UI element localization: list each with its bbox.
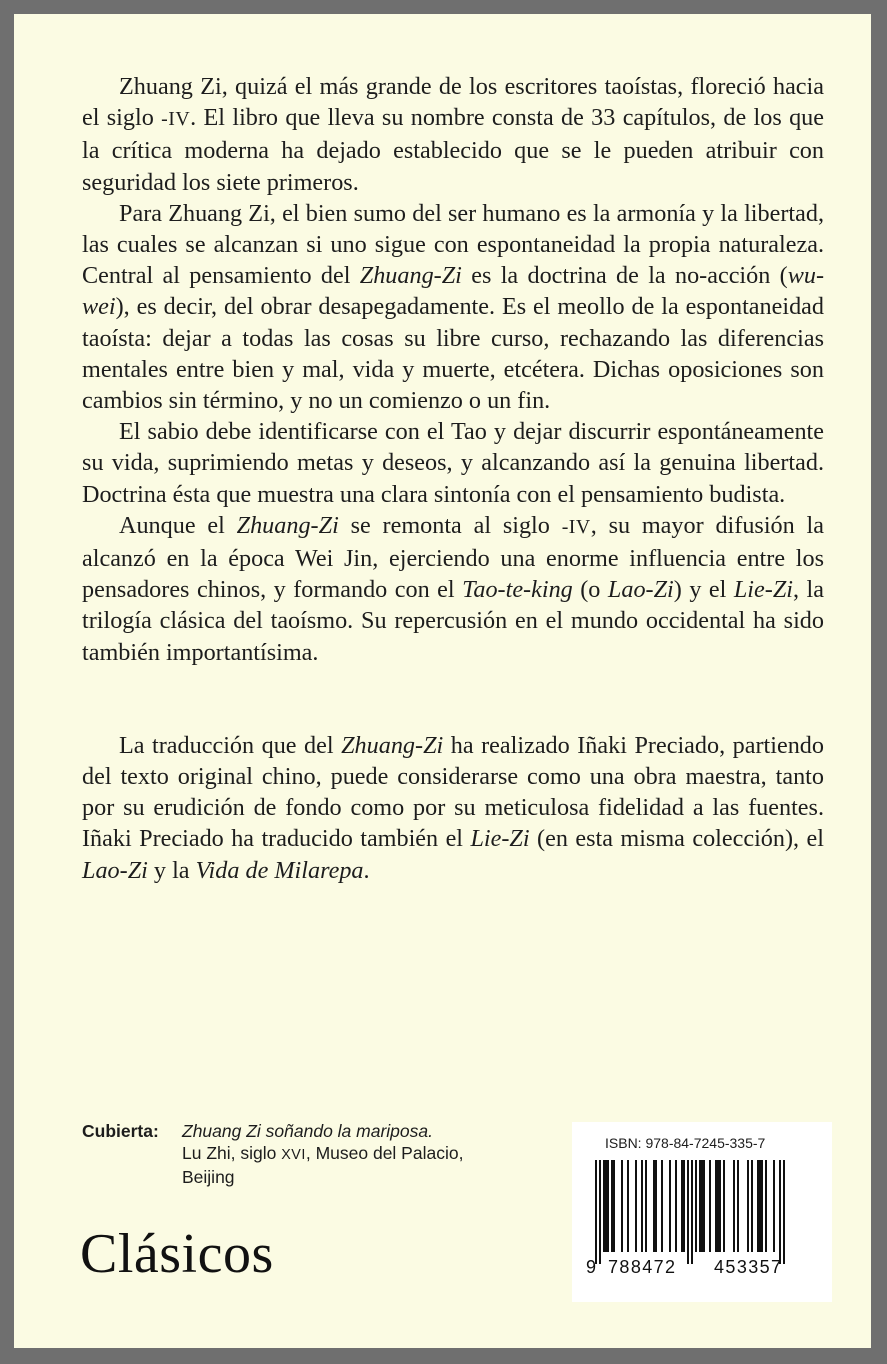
barcode-bar: [757, 1160, 759, 1252]
barcode-bar: [737, 1160, 739, 1252]
century-numeral: -IV: [161, 108, 191, 131]
italic-title: Vida de Milarepa: [195, 856, 364, 884]
barcode-bar: [655, 1160, 657, 1252]
barcode-bar: [779, 1160, 781, 1264]
barcode-bar: [723, 1160, 725, 1252]
italic-title: Tao-te-king: [462, 576, 573, 604]
barcode-bar: [675, 1160, 677, 1252]
text-segment: La traducción que del: [119, 731, 342, 759]
artwork-origin: [182, 1142, 502, 1166]
barcode-bar: [783, 1160, 785, 1264]
barcode-bar: [605, 1160, 607, 1252]
artwork-artist: Lu Zhi, siglo: [182, 1143, 282, 1163]
text-segment: Aunque el: [119, 511, 237, 539]
barcode-bar: [719, 1160, 721, 1252]
artwork-city: Beijing: [182, 1167, 235, 1187]
barcode-bar: [661, 1160, 663, 1252]
barcode-bar: [699, 1160, 701, 1252]
text-segment: se remonta al siglo: [338, 511, 562, 539]
barcode-digit-first: 9: [586, 1257, 597, 1277]
barcode-digits-left: 788472: [608, 1257, 677, 1277]
barcode-bar: [773, 1160, 775, 1252]
barcode-bar: [635, 1160, 637, 1252]
text-segment: ha realizado Iñaki Preciado, partiendo del texto original chino, puede considerarse como una obra maestra, tanto por su erudición de fondo como por su meticulosa fidelidad a las fuentes. Iñaki Preciado ha traducido también el: [82, 731, 824, 853]
barcode-bar: [607, 1160, 609, 1252]
barcode-bar: [681, 1160, 683, 1252]
barcode-bar: [759, 1160, 761, 1252]
barcode-bar: [683, 1160, 685, 1252]
artwork-century: XVI: [281, 1147, 306, 1163]
credit-description: [182, 1120, 502, 1188]
barcode-bar: [595, 1160, 597, 1264]
century-numeral: -IV: [561, 515, 591, 538]
text-segment: (o: [572, 576, 608, 604]
barcode-bar: [717, 1160, 719, 1252]
barcode-bar: [695, 1160, 697, 1252]
credit-label: Cubierta:: [82, 1121, 159, 1141]
italic-title: Lao-Zi: [607, 576, 674, 604]
barcode-bar: [703, 1160, 705, 1252]
barcode-icon: [592, 1160, 792, 1264]
barcode-bar: [613, 1160, 615, 1252]
paragraph: [82, 71, 824, 198]
italic-title: Zhuang-Zi: [359, 262, 462, 290]
barcode-bar: [599, 1160, 601, 1264]
italic-title: Lie-Zi: [733, 576, 793, 604]
barcode-bar: [691, 1160, 693, 1264]
barcode-bar: [751, 1160, 753, 1252]
text-segment: .: [363, 856, 370, 884]
paragraph: [82, 198, 824, 416]
text-segment: ) y el: [673, 576, 734, 604]
barcode-bar: [641, 1160, 643, 1252]
text-segment: (en esta misma colección), el: [529, 825, 824, 853]
barcode-bar: [603, 1160, 605, 1252]
italic-title: Lao-Zi: [82, 856, 148, 884]
barcode-bar: [733, 1160, 735, 1252]
isbn-label: ISBN: 978-84-7245-335-7: [605, 1135, 766, 1151]
artwork-title: Zhuang Zi soñando la mariposa.: [182, 1121, 433, 1141]
barcode-digits-right: 453357: [714, 1257, 783, 1277]
text-segment: Para Zhuang Zi, el bien sumo del ser humano es la armonía y la libertad, las cuales se alcanzan si uno sigue con espontaneidad la propia naturaleza. Central al pensamiento del: [82, 199, 824, 290]
barcode-bar: [621, 1160, 623, 1252]
text-segment: Zhuang Zi, quizá el más grande de los escritores taoístas, floreció hacia el siglo: [82, 73, 824, 132]
barcode-bar: [715, 1160, 717, 1252]
text-segment: , la trilogía clásica del taoísmo. Su repercusión en el mundo occidental ha sido también importantísima.: [82, 576, 824, 666]
artwork-museum: , Museo del Palacio,: [305, 1143, 464, 1163]
text-segment: es la doctrina de la no-acción (: [461, 262, 788, 290]
paragraph: [82, 510, 824, 668]
barcode-bar: [709, 1160, 711, 1252]
text-segment: y la: [147, 856, 196, 884]
barcode-panel: [572, 1122, 832, 1302]
barcode-bar: [765, 1160, 767, 1252]
barcode-bar: [747, 1160, 749, 1252]
translator-paragraph: [82, 730, 824, 886]
back-cover: [14, 14, 871, 1348]
text-segment: . El libro que lleva su nombre consta de 33 capítulos, de los que la crítica moderna ha dejado establecido que se le pueden atribuir con seguridad los siete primeros.: [82, 104, 824, 196]
barcode-bar: [645, 1160, 647, 1252]
text-segment: El sabio debe identificarse con el Tao y dejar discurrir espontáneamente su vida, suprimiendo metas y deseos, y alcanzando así la genuina libertad. Doctrina ésta que muestra una clara sintonía con el pensamiento budista.: [82, 418, 824, 508]
paragraph: [82, 416, 824, 510]
barcode-bar: [653, 1160, 655, 1252]
italic-title: Zhuang-Zi: [236, 511, 339, 539]
barcode-bar: [669, 1160, 671, 1252]
barcode-bar: [611, 1160, 613, 1252]
italic-title: Zhuang-Zi: [341, 731, 444, 759]
italic-title: wu-wei: [82, 262, 824, 321]
barcode-bar: [627, 1160, 629, 1252]
text-segment: , su mayor difusión la alcanzó en la época Wei Jin, ejerciendo una enorme influencia entre los pensadores chinos, y formando con el: [82, 511, 824, 604]
series-title: Clásicos: [80, 1223, 274, 1285]
italic-title: Lie-Zi: [470, 825, 530, 853]
barcode-bar: [701, 1160, 703, 1252]
text-segment: ), es decir, del obrar desapegadamente. Es el meollo de la espontaneidad taoísta: dejar a todas las cosas su libre curso, rechazando las diferencias mentales entre bien y mal, vida y muerte, etcétera. Dichas oposiciones son cambios sin término, y no un comienzo o un fin.: [82, 293, 824, 415]
barcode-bar: [761, 1160, 763, 1252]
synopsis-text: [82, 71, 824, 886]
barcode-bar: [687, 1160, 689, 1264]
